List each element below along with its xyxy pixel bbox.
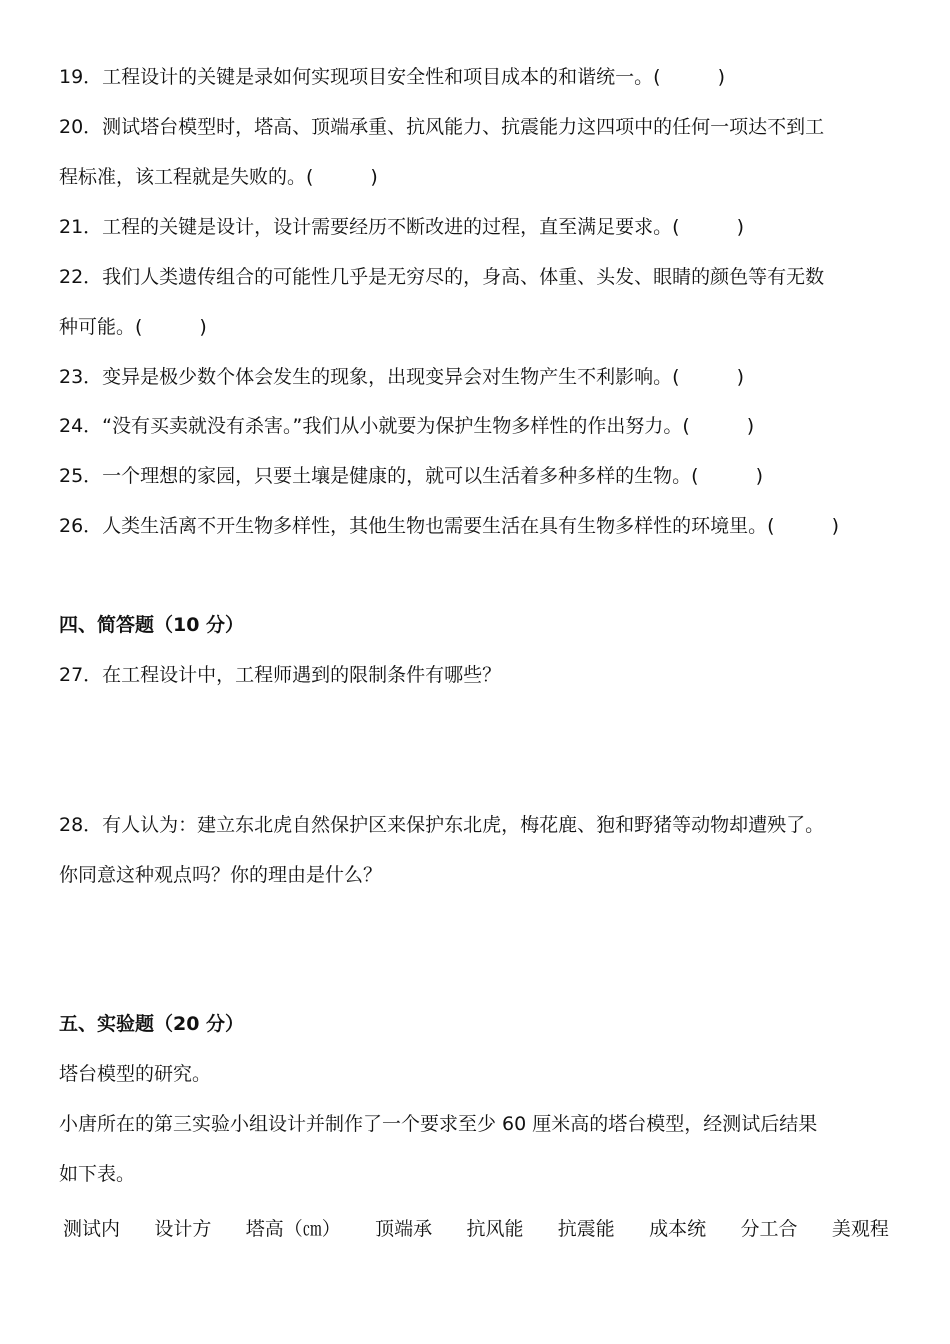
question-28-line-1: 28．有人认为：建立东北虎自然保护区来保护东北虎，梅花鹿、狍和野猪等动物却遭殃了。 [59, 814, 825, 836]
table-header-cell: 测试内 [63, 1218, 121, 1240]
table-header-cell: 设计方 [154, 1218, 212, 1240]
question-23: 23．变异是极少数个体会发生的现象，出现变异会对生物产生不利影响。( ) [59, 366, 745, 388]
section-5-heading: 五、实验题（20 分） [59, 1013, 245, 1035]
question-24: 24．“没有买卖就没有杀害。”我们从小就要为保护生物多样性的作出努力。( ) [59, 415, 755, 437]
table-header-cell: 成本统 [649, 1218, 707, 1240]
question-28-line-2: 你同意这种观点吗？你的理由是什么？ [59, 864, 383, 886]
table-header-cell: 美观程 [831, 1218, 889, 1240]
table-header-cell: 塔高（㎝） [245, 1218, 341, 1240]
table-header-cell: 抗震能 [557, 1218, 615, 1240]
table-header-cell: 顶端承 [375, 1218, 433, 1240]
question-25: 25．一个理想的家园，只要土壤是健康的，就可以生活着多种多样的生物。( ) [59, 465, 764, 487]
question-20-line-2: 程标准，该工程就是失败的。( ) [59, 166, 378, 188]
question-19: 19．工程设计的关键是录如何实现项目安全性和项目成本的和谐统一。( ) [59, 66, 726, 88]
question-22-line-2: 种可能。( ) [59, 316, 207, 338]
experiment-description-line-1: 小唐所在的第三实验小组设计并制作了一个要求至少 60 厘米高的塔台模型，经测试后结果 [59, 1113, 818, 1135]
question-26: 26．人类生活离不开生物多样性，其他生物也需要生活在具有生物多样性的环境里。( ) [59, 515, 840, 537]
question-22-line-1: 22．我们人类遗传组合的可能性几乎是无穷尽的，身高、体重、头发、眼睛的颜色等有无数 [59, 266, 825, 288]
table-header-cell: 抗风能 [466, 1218, 524, 1240]
question-27: 27．在工程设计中，工程师遇到的限制条件有哪些？ [59, 664, 502, 686]
section-4-heading: 四、简答题（10 分） [59, 614, 245, 636]
question-21: 21．工程的关键是设计，设计需要经历不断改进的过程，直至满足要求。( ) [59, 216, 745, 238]
results-table-header [59, 1216, 889, 1242]
question-20-line-1: 20．测试塔台模型时，塔高、顶端承重、抗风能力、抗震能力这四项中的任何一项达不到工 [59, 116, 825, 138]
experiment-description-line-2: 如下表。 [59, 1163, 136, 1185]
experiment-subtitle: 塔台模型的研究。 [59, 1063, 212, 1085]
table-header-cell: 分工合 [740, 1218, 798, 1240]
